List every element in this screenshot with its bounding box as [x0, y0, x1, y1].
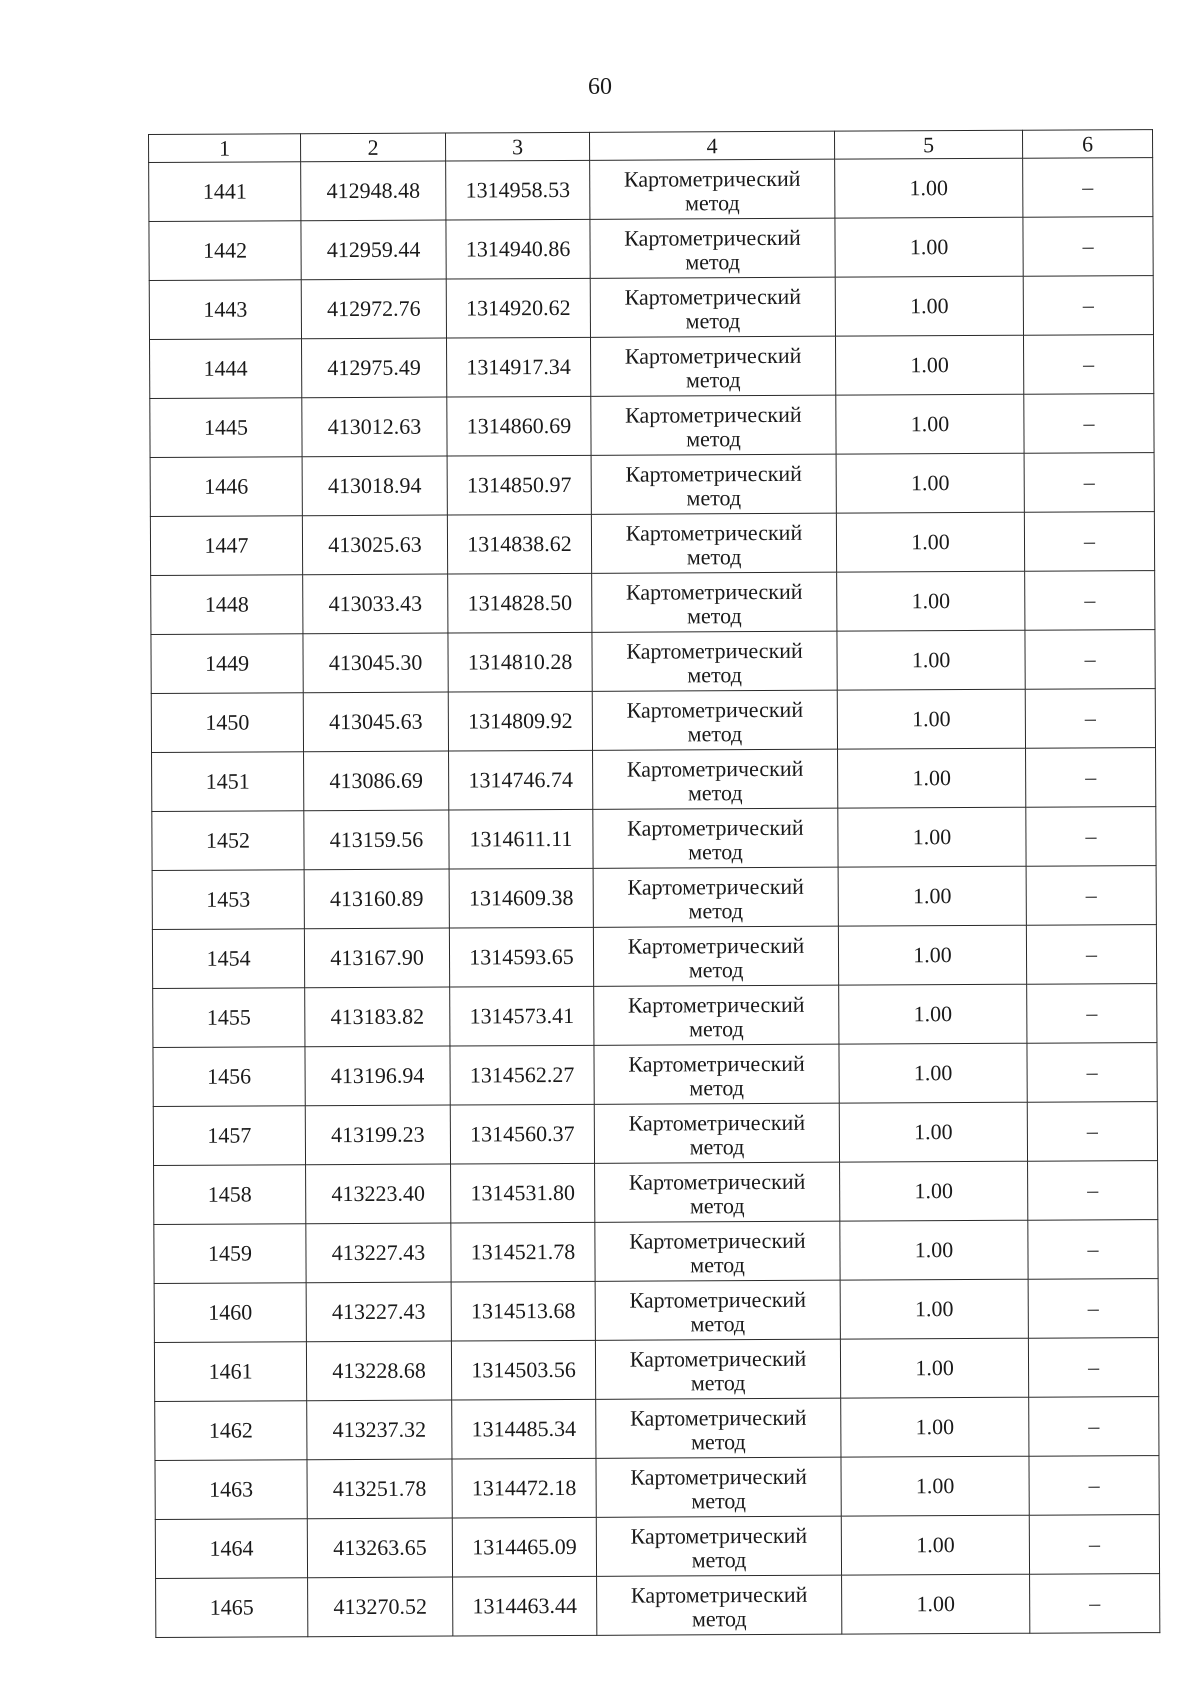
y-coordinate-cell: 1314560.37: [450, 1104, 594, 1164]
point-number-cell: 1462: [155, 1401, 307, 1461]
x-coordinate-cell: 412959.44: [301, 220, 446, 280]
method-text-line-2: метод: [686, 484, 742, 510]
accuracy-cell: 1.00: [835, 335, 1023, 395]
method-text-line-1: Картометрический: [630, 1522, 808, 1549]
method-text-line-2: метод: [690, 1310, 746, 1336]
method-cell: [590, 277, 835, 337]
note-cell: –: [1025, 571, 1155, 631]
point-number-cell: 1454: [152, 929, 304, 989]
point-number-cell: 1441: [149, 162, 301, 222]
y-coordinate-cell: 1314958.53: [446, 160, 590, 220]
accuracy-cell: 1.00: [840, 1161, 1028, 1221]
accuracy-cell: 1.00: [838, 807, 1026, 867]
x-coordinate-cell: 413167.90: [304, 928, 449, 988]
coordinates-table: [148, 129, 1160, 1638]
note-cell: –: [1024, 512, 1154, 572]
method-cell: [590, 159, 835, 219]
note-cell: –: [1024, 394, 1154, 454]
accuracy-cell: 1.00: [838, 866, 1026, 926]
note-cell: –: [1028, 1338, 1158, 1398]
point-number-cell: 1450: [151, 693, 303, 753]
method-text-line-2: метод: [685, 248, 740, 274]
table-row: [155, 1515, 1159, 1579]
x-coordinate-cell: 413251.78: [307, 1459, 452, 1519]
accuracy-cell: 1.00: [841, 1456, 1029, 1516]
method-text-line-2: метод: [685, 366, 741, 392]
column-header-3: 3: [445, 132, 589, 161]
table-body: [149, 158, 1160, 1638]
column-header-5: 5: [834, 130, 1022, 159]
point-number-cell: 1443: [149, 280, 301, 340]
x-coordinate-cell: 413227.43: [306, 1223, 451, 1283]
method-text-line-1: Картометрический: [628, 1109, 806, 1136]
table-row: [152, 807, 1156, 871]
method-text-line-1: Картометрический: [630, 1581, 808, 1608]
accuracy-cell: 1.00: [841, 1397, 1029, 1457]
page-number: 60: [588, 74, 612, 100]
table-row: [154, 1161, 1158, 1225]
point-number-cell: 1453: [152, 870, 304, 930]
method-text-line-2: метод: [689, 1133, 745, 1159]
x-coordinate-cell: 413196.94: [305, 1046, 450, 1106]
accuracy-cell: 1.00: [837, 630, 1025, 690]
method-text-line-2: метод: [690, 1251, 745, 1277]
accuracy-cell: 1.00: [835, 158, 1023, 218]
point-number-cell: 1459: [154, 1224, 306, 1284]
x-coordinate-cell: 413045.63: [303, 692, 448, 752]
method-text-line-1: Картометрический: [627, 814, 804, 841]
method-text-line-2: метод: [688, 956, 744, 982]
accuracy-cell: 1.00: [837, 571, 1025, 631]
y-coordinate-cell: 1314465.09: [452, 1517, 596, 1577]
note-cell: –: [1026, 925, 1156, 985]
table-row: [149, 217, 1153, 281]
table-row: [150, 512, 1154, 576]
method-cell: [594, 1103, 839, 1163]
table-row: [151, 571, 1155, 635]
method-text-line-1: Картометрический: [627, 873, 804, 900]
x-coordinate-cell: 412948.48: [301, 161, 446, 221]
method-text-line-1: Картометрический: [623, 165, 801, 192]
note-cell: –: [1023, 158, 1153, 218]
method-text-line-2: метод: [688, 838, 743, 864]
table-row: [151, 630, 1155, 694]
method-cell: [592, 572, 837, 632]
point-number-cell: 1464: [155, 1519, 307, 1579]
table-row: [150, 394, 1154, 458]
accuracy-cell: 1.00: [839, 1043, 1027, 1103]
x-coordinate-cell: 413086.69: [304, 751, 449, 811]
method-text-line-1: Картометрический: [628, 1050, 805, 1077]
method-text-line-2: метод: [687, 779, 743, 805]
y-coordinate-cell: 1314513.68: [451, 1281, 595, 1341]
y-coordinate-cell: 1314860.69: [447, 396, 591, 456]
note-cell: –: [1023, 335, 1153, 395]
method-text-line-2: метод: [686, 543, 742, 569]
note-cell: –: [1023, 276, 1153, 336]
note-cell: –: [1025, 630, 1155, 690]
table-row: [152, 748, 1156, 812]
x-coordinate-cell: 413199.23: [305, 1105, 450, 1165]
x-coordinate-cell: 413160.89: [304, 869, 449, 929]
point-number-cell: 1451: [152, 752, 304, 812]
note-cell: –: [1026, 866, 1156, 926]
method-text-line-1: Картометрический: [629, 1345, 807, 1372]
table-row: [154, 1279, 1158, 1343]
y-coordinate-cell: 1314810.28: [448, 632, 592, 692]
x-coordinate-cell: 413033.43: [303, 574, 448, 634]
y-coordinate-cell: 1314917.34: [447, 337, 591, 397]
point-number-cell: 1452: [152, 811, 304, 871]
method-cell: [595, 1221, 840, 1281]
point-number-cell: 1445: [150, 398, 302, 458]
note-cell: –: [1027, 1102, 1157, 1162]
method-text-line-2: метод: [691, 1487, 747, 1513]
point-number-cell: 1458: [154, 1165, 306, 1225]
x-coordinate-cell: 413045.30: [303, 633, 448, 693]
point-number-cell: 1460: [154, 1283, 306, 1343]
method-cell: [594, 985, 839, 1045]
y-coordinate-cell: 1314828.50: [448, 573, 592, 633]
accuracy-cell: 1.00: [835, 217, 1023, 277]
method-text-line-1: Картометрический: [628, 1168, 806, 1195]
note-cell: –: [1030, 1574, 1160, 1634]
y-coordinate-cell: 1314593.65: [449, 927, 593, 987]
note-cell: –: [1028, 1161, 1158, 1221]
point-number-cell: 1447: [150, 516, 302, 576]
accuracy-cell: 1.00: [840, 1338, 1028, 1398]
method-text-line-1: Картометрический: [624, 224, 801, 251]
column-header-1: 1: [149, 134, 301, 163]
note-cell: –: [1029, 1456, 1159, 1516]
y-coordinate-cell: 1314809.92: [448, 691, 592, 751]
x-coordinate-cell: 413025.63: [302, 515, 447, 575]
method-cell: [590, 336, 835, 396]
method-cell: [592, 631, 837, 691]
point-number-cell: 1449: [151, 634, 303, 694]
x-coordinate-cell: 413228.68: [306, 1341, 451, 1401]
method-cell: [592, 690, 837, 750]
method-cell: [591, 513, 836, 573]
note-cell: –: [1029, 1515, 1159, 1575]
accuracy-cell: 1.00: [835, 276, 1023, 336]
point-number-cell: 1446: [150, 457, 302, 517]
point-number-cell: 1456: [153, 1047, 305, 1107]
accuracy-cell: 1.00: [837, 689, 1025, 749]
method-text-line-2: метод: [687, 661, 742, 687]
x-coordinate-cell: 413159.56: [304, 810, 449, 870]
point-number-cell: 1463: [155, 1460, 307, 1520]
method-text-line-1: Картометрический: [630, 1463, 807, 1490]
table-row: [151, 689, 1155, 753]
column-header-2: 2: [301, 133, 446, 162]
method-text-line-2: метод: [687, 602, 742, 628]
column-header-6: 6: [1022, 130, 1152, 159]
point-number-cell: 1448: [151, 575, 303, 635]
table-row: [149, 276, 1153, 340]
method-text-line-1: Картометрический: [625, 578, 803, 605]
point-number-cell: 1465: [156, 1578, 308, 1638]
y-coordinate-cell: 1314838.62: [447, 514, 591, 574]
y-coordinate-cell: 1314562.27: [450, 1045, 594, 1105]
method-cell: [590, 218, 835, 278]
accuracy-cell: 1.00: [840, 1220, 1028, 1280]
method-cell: [596, 1516, 841, 1576]
x-coordinate-cell: 413227.43: [306, 1282, 451, 1342]
note-cell: –: [1026, 748, 1156, 808]
y-coordinate-cell: 1314746.74: [449, 750, 593, 810]
note-cell: –: [1027, 984, 1157, 1044]
table-row: [150, 453, 1154, 517]
x-coordinate-cell: 413183.82: [305, 987, 450, 1047]
method-text-line-2: метод: [691, 1605, 747, 1631]
note-cell: –: [1024, 453, 1154, 513]
method-text-line-2: метод: [689, 1192, 745, 1218]
method-text-line-1: Картометрический: [624, 283, 802, 310]
method-text-line-2: метод: [688, 897, 744, 923]
method-text-line-1: Картометрический: [626, 755, 804, 782]
y-coordinate-cell: 1314463.44: [453, 1576, 597, 1636]
y-coordinate-cell: 1314531.80: [451, 1163, 595, 1223]
note-cell: –: [1027, 1043, 1157, 1103]
accuracy-cell: 1.00: [838, 748, 1026, 808]
table-row: [150, 335, 1154, 399]
table-row: [154, 1220, 1158, 1284]
method-cell: [594, 1044, 839, 1104]
accuracy-cell: 1.00: [836, 512, 1024, 572]
x-coordinate-cell: 413018.94: [302, 456, 447, 516]
table-row: [152, 925, 1156, 989]
method-text-line-1: Картометрический: [625, 460, 802, 487]
y-coordinate-cell: 1314850.97: [447, 455, 591, 515]
y-coordinate-cell: 1314472.18: [452, 1458, 596, 1518]
x-coordinate-cell: 413263.65: [307, 1518, 452, 1578]
point-number-cell: 1444: [150, 339, 302, 399]
table-row: [152, 866, 1156, 930]
method-text-line-1: Картометрический: [627, 932, 805, 959]
y-coordinate-cell: 1314920.62: [446, 278, 590, 338]
method-cell: [593, 867, 838, 927]
table-row: [153, 984, 1157, 1048]
table-row: [153, 1102, 1157, 1166]
method-text-line-1: Картометрический: [626, 696, 804, 723]
method-text-line-2: метод: [684, 189, 740, 215]
note-cell: –: [1025, 689, 1155, 749]
x-coordinate-cell: 413237.32: [307, 1400, 452, 1460]
method-text-line-2: метод: [691, 1428, 746, 1454]
method-cell: [597, 1575, 842, 1635]
method-text-line-2: метод: [690, 1369, 746, 1395]
table-row: [155, 1456, 1159, 1520]
method-text-line-1: Картометрический: [626, 637, 803, 664]
method-text-line-1: Картометрический: [625, 401, 802, 428]
y-coordinate-cell: 1314485.34: [452, 1399, 596, 1459]
table-row: [155, 1397, 1159, 1461]
method-text-line-1: Картометрический: [625, 519, 803, 546]
point-number-cell: 1461: [154, 1342, 306, 1402]
accuracy-cell: 1.00: [839, 984, 1027, 1044]
note-cell: –: [1028, 1220, 1158, 1280]
note-cell: –: [1028, 1279, 1158, 1339]
method-cell: [593, 749, 838, 809]
point-number-cell: 1457: [153, 1106, 305, 1166]
note-cell: –: [1026, 807, 1156, 867]
method-cell: [593, 926, 838, 986]
y-coordinate-cell: 1314521.78: [451, 1222, 595, 1282]
accuracy-cell: 1.00: [838, 925, 1026, 985]
table-row: [153, 1043, 1157, 1107]
x-coordinate-cell: 412975.49: [302, 338, 447, 398]
note-cell: –: [1023, 217, 1153, 277]
method-cell: [595, 1280, 840, 1340]
method-text-line-1: Картометрический: [629, 1227, 806, 1254]
point-number-cell: 1455: [153, 988, 305, 1048]
accuracy-cell: 1.00: [841, 1515, 1029, 1575]
y-coordinate-cell: 1314573.41: [450, 986, 594, 1046]
accuracy-cell: 1.00: [840, 1279, 1028, 1339]
table-row: [156, 1574, 1160, 1638]
accuracy-cell: 1.00: [836, 453, 1024, 513]
method-text-line-2: метод: [689, 1015, 744, 1041]
accuracy-cell: 1.00: [836, 394, 1024, 454]
method-text-line-1: Картометрический: [627, 991, 805, 1018]
table-row: [154, 1338, 1158, 1402]
method-cell: [596, 1398, 841, 1458]
y-coordinate-cell: 1314940.86: [446, 219, 590, 279]
method-text-line-1: Картометрический: [629, 1286, 806, 1313]
method-cell: [591, 395, 836, 455]
note-cell: –: [1029, 1397, 1159, 1457]
method-text-line-2: метод: [689, 1074, 745, 1100]
x-coordinate-cell: 413223.40: [306, 1164, 451, 1224]
x-coordinate-cell: 413012.63: [302, 397, 447, 457]
y-coordinate-cell: 1314503.56: [451, 1340, 595, 1400]
accuracy-cell: 1.00: [842, 1574, 1030, 1634]
method-text-line-1: Картометрический: [624, 342, 802, 369]
y-coordinate-cell: 1314611.11: [449, 809, 593, 869]
method-cell: [593, 808, 838, 868]
method-text-line-2: метод: [686, 425, 741, 451]
point-number-cell: 1442: [149, 221, 301, 281]
x-coordinate-cell: 412972.76: [301, 279, 446, 339]
table-row: [149, 158, 1153, 222]
method-cell: [595, 1162, 840, 1222]
method-cell: [595, 1339, 840, 1399]
column-header-4: 4: [589, 131, 834, 160]
method-text-line-2: метод: [687, 720, 743, 746]
x-coordinate-cell: 413270.52: [308, 1577, 453, 1637]
method-cell: [591, 454, 836, 514]
y-coordinate-cell: 1314609.38: [449, 868, 593, 928]
method-text-line-1: Картометрический: [629, 1404, 807, 1431]
method-text-line-2: метод: [691, 1546, 747, 1572]
method-text-line-2: метод: [685, 307, 741, 333]
method-cell: [596, 1457, 841, 1517]
accuracy-cell: 1.00: [839, 1102, 1027, 1162]
